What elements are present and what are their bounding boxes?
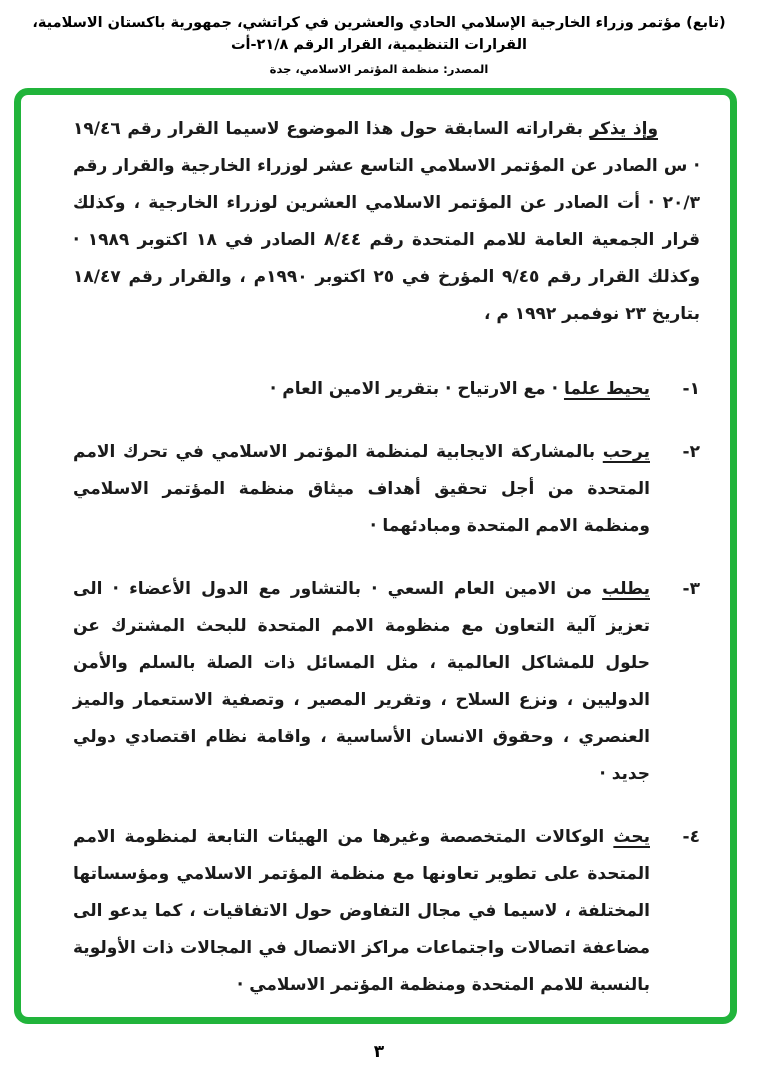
page-number: ٣ <box>373 1042 385 1062</box>
resolution-item-3 <box>73 571 700 793</box>
item-1-number: ١- <box>682 379 700 399</box>
item-1-body <box>73 371 650 408</box>
item-4-body <box>73 819 650 1004</box>
item-4-text: الوكالات المتخصصة وغيرها من الهيئات التابعة لمنظومة الامم المتحدة على تطوير تعاونها مع منظمة المؤتمر الاسلامي ومؤسساتها المختلفة ، لاسيما في مجال التفاوض حول الاتفاقيات ، كما يدعو الى مضاعفة اتصالات واجتماعات مراكز الاتصال في المجالات ذات الأولوية بالنسبة للامم المتحدة ومنظمة المؤتمر الاسلامي · <box>73 827 650 995</box>
item-2-text: بالمشاركة الايجابية لمنظمة المؤتمر الاسلامي في تحرك الامم المتحدة من أجل تحقيق أهداف ميثاق منظمة المؤتمر الاسلامي ومنظمة الامم المتحدة ومبادئهما · <box>73 442 650 536</box>
item-3-text: من الامين العام السعي · بالتشاور مع الدول الأعضاء · الى تعزيز آلية التعاون مع منظومة الامم المتحدة للبحث المشترك عن حلول للمشاكل العالمية ، مثل المسائل ذات الصلة بالسلم والأمن الدوليين ، ونزع السلاح ، وتقرير المصير ، وتصفية الاستعمار والميز العنصري ، وحقوق الانسان الأساسية ، واقامة نظام اقتصادي دولي جديد · <box>73 579 650 784</box>
preamble-text: بقراراته السابقة حول هذا الموضوع لاسيما القرار رقم ١٩/٤٦ · س الصادر عن المؤتمر الاسلامي التاسع عشر لوزراء الخارجية والقرار رقم ٢٠/٣ · أت الصادر عن المؤتمر الاسلامي العشرين لوزراء الخارجية ، وكذلك قرار الجمعية العامة للامم المتحدة رقم ٨/٤٤ الصادر في ١٨ اكتوبر ١٩٨٩ · وكذلك القرار رقم ٩/٤٥ المؤرخ في ٢٥ اكتوبر ١٩٩٠م ، والقرار رقم ١٨/٤٧ بتاريخ ٢٣ نوفمبر ١٩٩٢ م ، <box>73 119 701 324</box>
item-3-lead-word: يطلب <box>602 579 650 599</box>
item-4-number: ٤- <box>682 827 700 847</box>
item-1-lead-word: يحيط علما <box>563 379 650 399</box>
item-1-text: · مع الارتياح · بتقرير الامين العام · <box>269 379 564 399</box>
document-frame <box>14 88 737 1024</box>
document-header <box>4 12 754 76</box>
preamble-lead-word: وإذ يذكر <box>589 119 659 139</box>
header-source-line: المصدر: منظمة المؤتمر الاسلامي، جدة <box>269 62 489 76</box>
item-3-body <box>73 571 650 793</box>
resolution-item-4 <box>73 819 700 1004</box>
item-2-body <box>73 434 650 545</box>
resolution-item-1 <box>73 371 700 408</box>
item-2-lead-word: يرحب <box>602 442 650 462</box>
item-4-lead-word: يحث <box>613 827 650 847</box>
item-2-number: ٢- <box>682 442 700 462</box>
header-title-line: (تابع) مؤتمر وزراء الخارجية الإسلامي الحادي والعشرين في كراتشي، جمهورية باكستان الاسلامية، القرارات التنظيمية، القرار الرقم ٢١/٨-أت <box>32 15 726 53</box>
item-3-number: ٣- <box>682 579 700 599</box>
resolution-item-2 <box>73 434 700 545</box>
preamble-paragraph <box>73 111 700 333</box>
